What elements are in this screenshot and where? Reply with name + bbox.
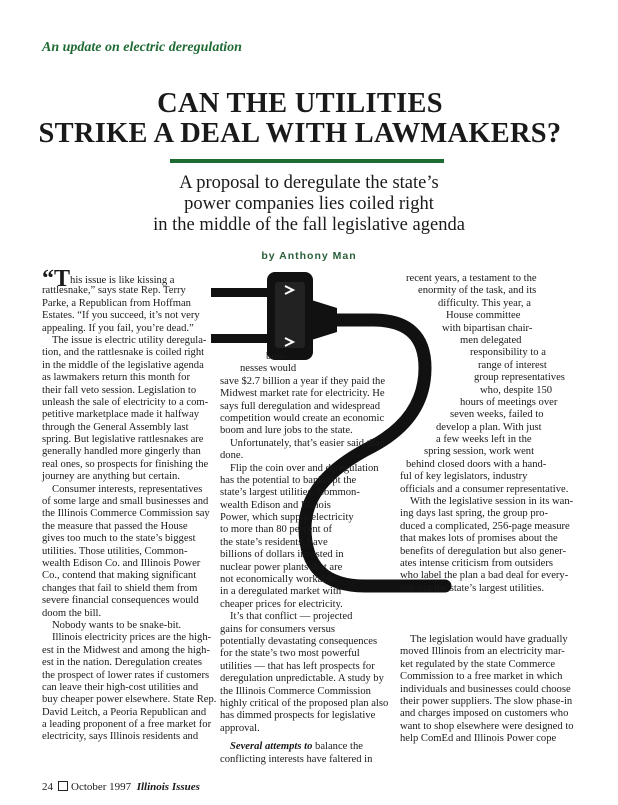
- text-line: the Illinois Commerce Commission: [220, 685, 371, 697]
- text-line: billions of dollars invested in: [220, 549, 344, 561]
- text-line: behind closed doors with a hand-: [406, 458, 547, 470]
- text-line: of some large and small businesses and: [42, 496, 209, 508]
- text-line: cheaper prices for electricity.: [220, 598, 343, 610]
- text-line: their fall veto session. Legislation to: [42, 384, 197, 396]
- text-line: Parke, a Republican from Hoffman: [42, 297, 191, 309]
- text-line: journey are anything but certain.: [42, 471, 180, 483]
- section-lead: Several attempts to: [230, 741, 313, 753]
- text-line: a leading proponent of a free market for: [42, 719, 212, 731]
- text-line: want to shop elsewhere were designed to: [400, 720, 574, 732]
- text-line: who, despite 150: [480, 384, 553, 396]
- text-line: spring. But legislative rattlesnakes are: [42, 434, 204, 446]
- text-line: their power suppliers. The slow phase-in: [400, 695, 573, 707]
- text-line: range of interest: [478, 359, 547, 371]
- text-line: highly critical of the proposed plan also: [220, 697, 389, 709]
- text-line: buy cheaper power elsewhere. State Rep.: [42, 694, 217, 706]
- text-line: balance the: [312, 741, 363, 753]
- text-line: severe financial consequences would: [42, 595, 199, 607]
- issue-date: October 1997: [71, 781, 132, 793]
- column-1: [42, 266, 217, 744]
- text-line: Nobody wants to be snake-bit.: [52, 619, 182, 631]
- text-line: in a deregulated market with: [220, 586, 342, 598]
- text-line: not economically workable: [220, 574, 336, 586]
- text-line: has the potential to bankrupt the: [220, 474, 357, 486]
- headline-line-1: CAN THE UTILITIES: [157, 87, 443, 119]
- text-line: utilities. Those utilities, Common-: [42, 545, 188, 557]
- column-2: [220, 351, 400, 766]
- text-line: est in the Midwest and among the high-: [42, 644, 210, 656]
- text-line: Consumer interests, representatives: [52, 483, 203, 495]
- text-line: one but the state’s largest utilities.: [400, 582, 544, 594]
- text-line: ful of key legislators, industry: [400, 471, 528, 483]
- text-line: House committee: [446, 310, 521, 322]
- text-line: spring session, work went: [424, 446, 535, 458]
- text-line: ing days last spring, the group pro-: [400, 508, 548, 520]
- text-line: The legislation would have gradually: [410, 634, 568, 645]
- text-line: utilities — that has left prospects for: [220, 660, 375, 672]
- text-line: boom and lure jobs to the state.: [220, 425, 353, 437]
- text-line: wealth Edison Co. and Illinois Power: [42, 557, 201, 569]
- text-line: says full deregulation and widespread: [220, 400, 381, 412]
- text-line: moved Illinois from an electricity mar-: [400, 646, 565, 658]
- text-line: the state’s residents, have: [220, 536, 328, 548]
- text-line: officials and a consumer representative.: [400, 483, 569, 495]
- headline-line-2: STRIKE A DEAL WITH LAWMAKERS?: [38, 117, 562, 149]
- text-line: Illinois electricity prices are the high-: [52, 632, 212, 644]
- text-line: rattlesnake,” says state Rep. Terry: [42, 285, 186, 297]
- text-line: busi-: [266, 351, 288, 362]
- text-line: enormity of the task, and its: [418, 285, 537, 297]
- column-3: [400, 273, 580, 595]
- text-line: the measure that passed the House: [42, 520, 188, 532]
- text-line: a few weeks left in the: [436, 434, 532, 446]
- text-line: who label the plan a bad deal for every-: [400, 570, 569, 582]
- text-line: recent years, a testament to the: [406, 273, 537, 284]
- headline: [6, 88, 594, 148]
- square-bullet-icon: [58, 781, 68, 791]
- deck-line-3: in the middle of the fall legislative agenda: [153, 215, 465, 235]
- text-line: with bipartisan chair-: [442, 322, 533, 334]
- text-line: The issue is electric utility deregula-: [52, 334, 207, 346]
- text-line: Midwest market rate for electricity. He: [220, 388, 385, 400]
- text-line: difficulty. This year, a: [438, 297, 531, 309]
- text-line: unleash the sale of electricity to a com-: [42, 396, 209, 408]
- text-line: the Illinois Commerce Commission say: [42, 508, 210, 520]
- text-line: as lawmakers return this month for: [42, 372, 190, 384]
- text-line: done.: [220, 450, 244, 462]
- deck-line-2: power companies lies coiled right: [184, 194, 434, 214]
- text-line: It’s that conflict — projected: [230, 611, 353, 623]
- text-line: est in the nation. Deregulation creates: [42, 657, 203, 669]
- text-line: Flip the coin over and deregulation: [230, 462, 379, 474]
- title-rule: [170, 159, 444, 163]
- text-line: save $2.7 billion a year if they paid the: [220, 375, 386, 387]
- page-footer: [42, 781, 200, 793]
- text-line: responsibility to a: [470, 347, 546, 359]
- text-line: competition would create an economic: [220, 412, 385, 424]
- text-line: wealth Edison and Illinois: [220, 499, 331, 511]
- publication-name: Illinois Issues: [136, 781, 200, 793]
- text-line: state’s largest utilities. Common-: [220, 487, 360, 499]
- text-line: gives too much to the state’s biggest: [42, 533, 196, 545]
- text-line: approval.: [220, 722, 260, 734]
- deck-line-1: A proposal to deregulate the state’s: [179, 173, 439, 193]
- text-line: the prospect of lower rates if customers: [42, 669, 210, 681]
- text-line: Power, which supply electricity: [220, 512, 354, 524]
- text-line: benefits of deregulation but also gener-: [400, 545, 566, 557]
- text-line: tion, and the rattlesnake is coiled right: [42, 347, 205, 359]
- page-number: 24: [42, 781, 53, 793]
- text-line: Commission to a free market in which: [400, 671, 563, 683]
- text-line: potentially devastating consequences: [220, 635, 378, 647]
- text-line: hours of meetings over: [460, 396, 558, 408]
- text-line: and charges imposed on customers who: [400, 708, 569, 720]
- text-line: help ComEd and Illinois Power cope: [400, 733, 557, 745]
- text-line: gains for consumers versus: [220, 623, 336, 635]
- text-line: doom the bill.: [42, 607, 102, 619]
- text-line: develop a plan. With just: [436, 421, 542, 433]
- text-line: ates intense criticism from outsiders: [400, 557, 553, 569]
- text-line: for the state’s two most powerful: [220, 648, 360, 660]
- text-line: Unfortunately, that’s easier said than: [230, 437, 385, 449]
- text-line: appealing. If you fail, you’re dead.”: [42, 322, 194, 334]
- text-line: changes that fail to shield them from: [42, 582, 198, 594]
- text-line: David Leitch, a Peoria Republican and: [42, 706, 207, 718]
- text-line: nesses would: [240, 363, 297, 375]
- text-line: petitive marketplace made it halfway: [42, 409, 200, 421]
- kicker: An update on electric deregulation: [42, 40, 242, 55]
- text-line: generally handled more gingerly than: [42, 446, 201, 458]
- text-line: to more than 80 percent of: [220, 524, 333, 536]
- text-line: has dimmed prospects for legislative: [220, 710, 376, 722]
- text-line: duced a complicated, 256-page measure: [400, 520, 570, 532]
- text-line: real ones, so prospects for finishing the: [42, 458, 209, 470]
- text-line: men delegated: [460, 334, 522, 346]
- text-line: ket regulated by the state Commerce: [400, 658, 556, 670]
- deck: [0, 173, 618, 236]
- text-line: through the General Assembly last: [42, 421, 189, 433]
- text-line: nuclear power plants that are: [220, 561, 343, 573]
- text-line: can leave their high-cost utilities and: [42, 681, 199, 693]
- col1-first-line: his issue is like kissing a: [70, 275, 175, 286]
- text-line: electricity, says Illinois residents and: [42, 731, 199, 743]
- text-line: in the middle of the legislative agenda: [42, 359, 204, 371]
- column-3-lower: [400, 634, 580, 746]
- text-line: seven weeks, failed to: [450, 409, 544, 421]
- text-line: conflicting interests have faltered in: [220, 753, 373, 765]
- text-line: Estates. “If you succeed, it’s not very: [42, 310, 200, 322]
- drop-cap: “T: [42, 266, 71, 292]
- text-line: With the legislative session in its wan-: [410, 496, 574, 508]
- text-line: group representatives: [474, 372, 565, 384]
- byline: by Anthony Man: [261, 250, 357, 262]
- text-line: that makes lots of promises about the: [400, 533, 558, 545]
- text-line: individuals and businesses could choose: [400, 683, 571, 695]
- text-line: deregulation unpredictable. A study by: [220, 673, 384, 685]
- text-line: Co., contend that making significant: [42, 570, 197, 582]
